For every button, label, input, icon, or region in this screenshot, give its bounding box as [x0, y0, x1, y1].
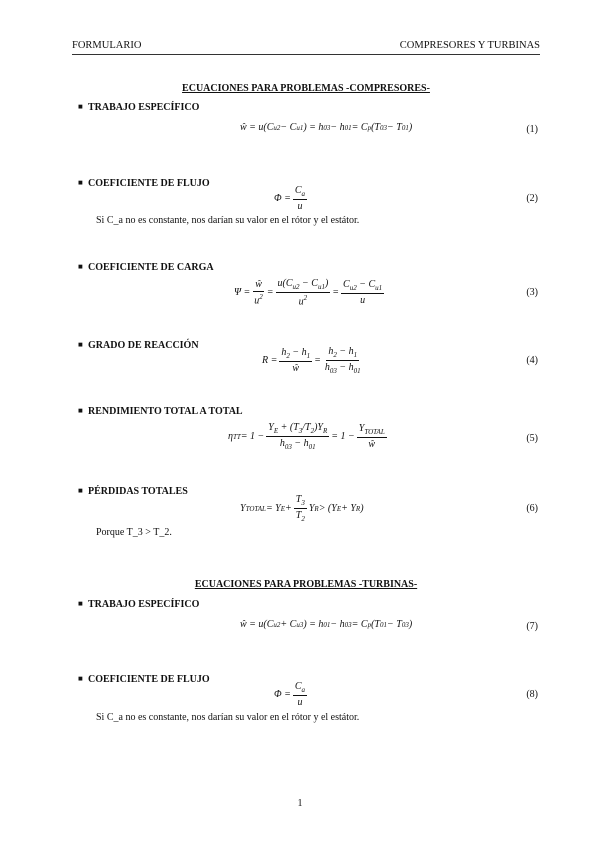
- item-grado-reaccion: [78, 340, 199, 351]
- item-label: COEFICIENTE DE FLUJO: [88, 178, 210, 189]
- bullet-icon: ■: [78, 102, 83, 111]
- header-right: COMPRESORES Y TURBINAS: [399, 40, 540, 51]
- bullet-icon: ■: [78, 486, 83, 495]
- section-title-compresores: ECUACIONES PARA PROBLEMAS -COMPRESORES-: [182, 83, 430, 94]
- equation-number-8: (8): [526, 689, 538, 700]
- equation-8: Φ = $\frac{C_a}{u}$: [274, 681, 306, 708]
- item-perdidas: [78, 486, 188, 497]
- header-left: FORMULARIO: [72, 40, 142, 51]
- section-title-turbinas: ECUACIONES PARA PROBLEMAS -TURBINAS-: [194, 579, 418, 590]
- equation-number-3: (3): [526, 287, 538, 298]
- item-label: TRABAJO ESPECÍFICO: [88, 599, 200, 610]
- bullet-icon: ■: [78, 340, 83, 349]
- item-trabajo-especifico: [78, 102, 200, 113]
- bullet-icon: ■: [78, 406, 83, 415]
- equation-1: ŵ = u(C u2 − C u1 ) = h 03 − h 01 = C p (T 03 − T 01 ): [240, 122, 413, 133]
- equation-3: Ψ = $\frac{ŵ}{u^2}$ = $\frac{u(C_{u2} - C_{u1})}{u^2}$ = $\frac{C_{u2} - C_{u1}}{u}$: [234, 278, 383, 308]
- page-number: 1: [297, 798, 303, 809]
- bullet-icon: ■: [78, 674, 83, 683]
- item-rendimiento: [78, 406, 243, 417]
- item-coeficiente-carga: [78, 262, 214, 273]
- item-label: RENDIMIENTO TOTAL A TOTAL: [88, 406, 243, 417]
- item-coeficiente-flujo-turbinas: [78, 674, 210, 685]
- bullet-icon: ■: [78, 178, 83, 187]
- bullet-icon: ■: [78, 599, 83, 608]
- equation-6: Y TOTAL = Y E + $\frac{T_3}{T_2}$ Y R > (Y E + Y R ): [240, 494, 364, 523]
- equation-2: Φ = $\frac{C_a}{u}$: [274, 185, 306, 212]
- equation-number-4: (4): [526, 355, 538, 366]
- equation-number-5: (5): [526, 433, 538, 444]
- equation-7: ŵ = u(C u2 + C u3 ) = h 01 − h 03 = C p (T 01 − T 03 ): [240, 619, 413, 630]
- equation-number-7: (7): [526, 621, 538, 632]
- note-flujo: Si C_a no es constante, nos darían su valor en el rótor y el estátor.: [96, 215, 360, 226]
- equation-number-2: (2): [526, 193, 538, 204]
- equation-number-6: (6): [526, 503, 538, 514]
- equation-number-1: (1): [526, 124, 538, 135]
- item-coeficiente-flujo: [78, 178, 210, 189]
- page-header: [72, 40, 540, 54]
- note-perdidas: Porque T_3 > T_2.: [96, 527, 172, 538]
- item-label: TRABAJO ESPECÍFICO: [88, 102, 200, 113]
- item-trabajo-especifico-turbinas: [78, 599, 200, 610]
- item-label: COEFICIENTE DE FLUJO: [88, 674, 210, 685]
- equation-5: η TT = 1 − $\frac{Y_E + (T_3/T_2)Y_R}{h_{03} - h_{01}}$ = 1 − $\frac{Y_{TOTAL}}{ŵ}$: [228, 422, 385, 451]
- item-label: COEFICIENTE DE CARGA: [88, 262, 214, 273]
- item-label: GRADO DE REACCIÓN: [88, 340, 199, 351]
- item-label: PÉRDIDAS TOTALES: [88, 486, 188, 497]
- note-flujo-turbinas: Si C_a no es constante, nos darían su valor en el rótor y el estátor.: [96, 712, 360, 723]
- bullet-icon: ■: [78, 262, 83, 271]
- header-rule: [72, 54, 540, 55]
- equation-4: R = $\frac{h_2 - h_1}{ŵ}$ = $\frac{h_2 - h_1}{h_{03} - h_{01}}$: [262, 346, 361, 375]
